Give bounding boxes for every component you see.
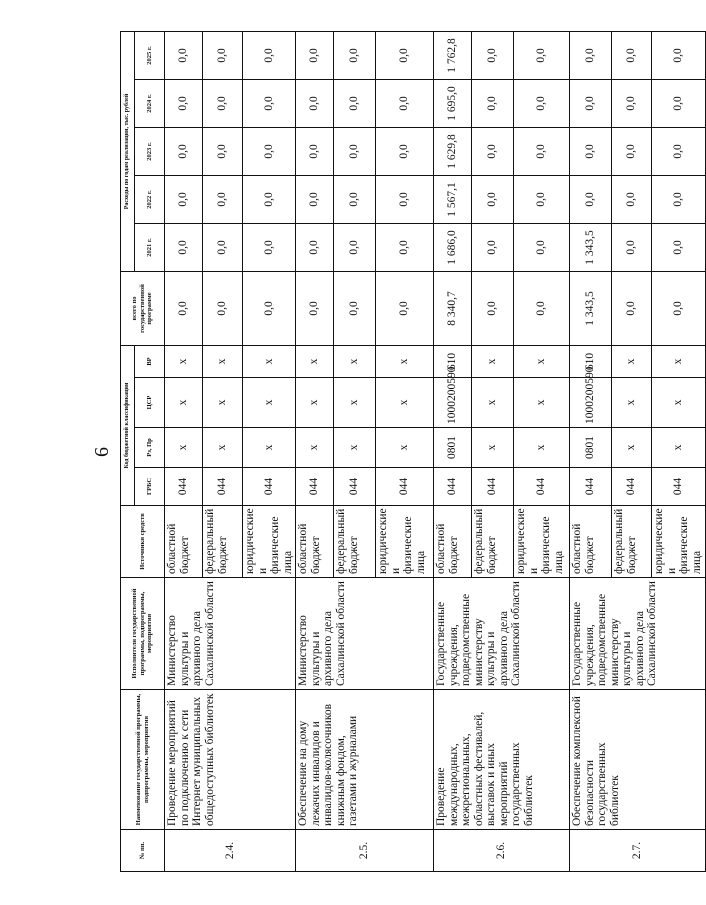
year-value: 0,0 [243,79,296,127]
header-csr: ЦСР [135,378,165,428]
funding-source: областной бюджет [570,506,612,578]
item-number: 2.4. [165,830,296,872]
year-value: 0,0 [514,223,570,271]
total-value: 0,0 [165,271,203,345]
table-row [165,31,203,871]
item-name: Проведение мероприятий по подключению к сети Интернет муниципальных общедоступных библиотек [165,690,296,830]
year-value: 0,0 [376,127,434,175]
year-value: 0,0 [376,175,434,223]
code-grbs: 044 [514,468,570,506]
code-csr: x [165,378,203,428]
code-grbs: 044 [570,468,612,506]
code-rzpr: x [165,428,203,468]
funding-source: областной бюджет [434,506,472,578]
year-value: 0,0 [296,127,334,175]
funding-source: федеральный бюджет [203,506,243,578]
item-number: 2.5. [296,830,434,872]
code-csr: x [472,378,514,428]
header-year: 2021 г. [135,223,165,271]
code-grbs: 044 [243,468,296,506]
item-name: Проведение международных, межрегиональных, областных фестивалей, выставок и иных мероприятий государственных библиотек [434,690,570,830]
header-year: 2022 г. [135,175,165,223]
year-value: 1 343,5 [570,223,612,271]
code-vr: x [334,345,376,377]
funding-source: юридические и физические лица [376,506,434,578]
year-value: 0,0 [334,31,376,79]
header-rzpr: Рз, Пр [135,428,165,468]
item-number: 2.7. [570,830,706,872]
year-value: 0,0 [165,79,203,127]
funding-source: федеральный бюджет [472,506,514,578]
year-value: 0,0 [570,175,612,223]
total-value: 0,0 [334,271,376,345]
year-value: 0,0 [203,223,243,271]
code-grbs: 044 [334,468,376,506]
header-total: всего по государственной программе [121,271,165,345]
year-value: 1 567,1 [434,175,472,223]
code-vr: x [203,345,243,377]
year-value: 0,0 [203,127,243,175]
year-value: 0,0 [514,127,570,175]
year-value: 1 686,0 [434,223,472,271]
code-csr: 1000200590 [434,378,472,428]
total-value: 0,0 [652,271,706,345]
table-row [296,31,334,871]
funding-source: областной бюджет [165,506,203,578]
code-rzpr: 0801 [434,428,472,468]
code-rzpr: x [243,428,296,468]
code-grbs: 044 [472,468,514,506]
total-value: 0,0 [514,271,570,345]
funding-source: федеральный бюджет [612,506,652,578]
year-value: 0,0 [376,31,434,79]
code-csr: x [334,378,376,428]
year-value: 0,0 [296,79,334,127]
year-value: 0,0 [472,79,514,127]
funding-source: юридические и физические лица [243,506,296,578]
code-rzpr: x [203,428,243,468]
header-year: 2024 г. [135,79,165,127]
year-value: 0,0 [296,223,334,271]
total-value: 0,0 [612,271,652,345]
code-vr: x [243,345,296,377]
year-value: 0,0 [165,223,203,271]
header-name: Наименование государственной программы, подпрограммы, мероприятия [121,690,165,830]
year-value: 0,0 [376,79,434,127]
year-value: 0,0 [570,31,612,79]
funding-source: федеральный бюджет [334,506,376,578]
item-name: Обеспечение комплексной безопасности государственных библиотек [570,690,706,830]
year-value: 0,0 [334,175,376,223]
code-csr: x [612,378,652,428]
item-number: 2.6. [434,830,570,872]
year-value: 0,0 [165,127,203,175]
year-value: 0,0 [652,79,706,127]
code-rzpr: x [514,428,570,468]
total-value: 0,0 [296,271,334,345]
year-value: 0,0 [514,79,570,127]
total-value: 0,0 [243,271,296,345]
code-grbs: 044 [652,468,706,506]
year-value: 0,0 [243,175,296,223]
year-value: 0,0 [612,31,652,79]
total-value: 0,0 [376,271,434,345]
code-vr: x [514,345,570,377]
code-rzpr: x [612,428,652,468]
code-csr: x [376,378,434,428]
code-vr: x [472,345,514,377]
year-value: 0,0 [472,127,514,175]
table-row [434,31,472,871]
code-csr: x [652,378,706,428]
rotated-table-sheet [88,32,703,872]
year-value: 0,0 [612,127,652,175]
page-number: 6 [91,447,113,457]
total-value: 8 340,7 [434,271,472,345]
year-value: 0,0 [334,223,376,271]
item-executor: Министерство культуры и архивного дела Сахалинской области [165,578,296,690]
item-executor: Государственные учреждения, подведомственные министерству культуры и архивного дела Сахалинской области [434,578,570,690]
funding-source: областной бюджет [296,506,334,578]
code-grbs: 044 [434,468,472,506]
year-value: 0,0 [296,31,334,79]
year-value: 1 762,8 [434,31,472,79]
year-value: 0,0 [165,31,203,79]
total-value: 0,0 [472,271,514,345]
code-vr: 610 [570,345,612,377]
year-value: 0,0 [514,175,570,223]
code-grbs: 044 [165,468,203,506]
year-value: 0,0 [652,127,706,175]
code-rzpr: x [472,428,514,468]
header-years-group: Расходы по годам реализации, тыс. рублей [121,31,135,271]
header-num: № пп. [121,830,165,872]
year-value: 0,0 [514,31,570,79]
header-vr: ВР [135,345,165,377]
code-vr: x [165,345,203,377]
year-value: 0,0 [472,223,514,271]
code-csr: x [296,378,334,428]
year-value: 0,0 [652,31,706,79]
year-value: 0,0 [612,79,652,127]
item-executor: Государственные учреждения, подведомственные министерству культуры и архивного дела Сахалинской области [570,578,706,690]
header-year: 2025 г. [135,31,165,79]
code-rzpr: x [376,428,434,468]
code-csr: x [243,378,296,428]
year-value: 0,0 [472,31,514,79]
year-value: 0,0 [612,175,652,223]
year-value: 0,0 [203,31,243,79]
code-grbs: 044 [376,468,434,506]
total-value: 0,0 [203,271,243,345]
header-source: Источники средств [121,506,165,578]
year-value: 0,0 [652,223,706,271]
code-vr: x [376,345,434,377]
year-value: 0,0 [203,79,243,127]
code-csr: 1000200590 [570,378,612,428]
code-vr: x [652,345,706,377]
code-grbs: 044 [612,468,652,506]
funding-source: юридические и физические лица [514,506,570,578]
code-rzpr: 0801 [570,428,612,468]
year-value: 0,0 [570,127,612,175]
code-vr: 610 [434,345,472,377]
header-executor: Исполнители государственной программы, подпрограммы, мероприятия [121,578,165,690]
item-name: Обеспечение на дому лежачих инвалидов и инвалидов-колясочников книжным фондом, газетами и журналами [296,690,434,830]
year-value: 0,0 [334,127,376,175]
code-rzpr: x [652,428,706,468]
header-grbs: ГРБС [135,468,165,506]
code-vr: x [612,345,652,377]
year-value: 1 629,8 [434,127,472,175]
year-value: 1 695,0 [434,79,472,127]
year-value: 0,0 [203,175,243,223]
program-expenses-table [120,31,706,872]
year-value: 0,0 [376,223,434,271]
year-value: 0,0 [612,223,652,271]
table-body [165,31,706,871]
total-value: 1 343,5 [570,271,612,345]
year-value: 0,0 [243,31,296,79]
year-value: 0,0 [296,175,334,223]
code-rzpr: x [296,428,334,468]
year-value: 0,0 [472,175,514,223]
code-grbs: 044 [296,468,334,506]
year-value: 0,0 [570,79,612,127]
year-value: 0,0 [243,223,296,271]
code-csr: x [514,378,570,428]
code-vr: x [296,345,334,377]
code-rzpr: x [334,428,376,468]
header-code-group: Код бюджетной классификации [121,345,135,505]
funding-source: юридические и физические лица [652,506,706,578]
year-value: 0,0 [652,175,706,223]
table-row [570,31,612,871]
code-csr: x [203,378,243,428]
item-executor: Министерство культуры и архивного дела Сахалинской области [296,578,434,690]
year-value: 0,0 [243,127,296,175]
year-value: 0,0 [165,175,203,223]
header-year: 2023 г. [135,127,165,175]
code-grbs: 044 [203,468,243,506]
year-value: 0,0 [334,79,376,127]
